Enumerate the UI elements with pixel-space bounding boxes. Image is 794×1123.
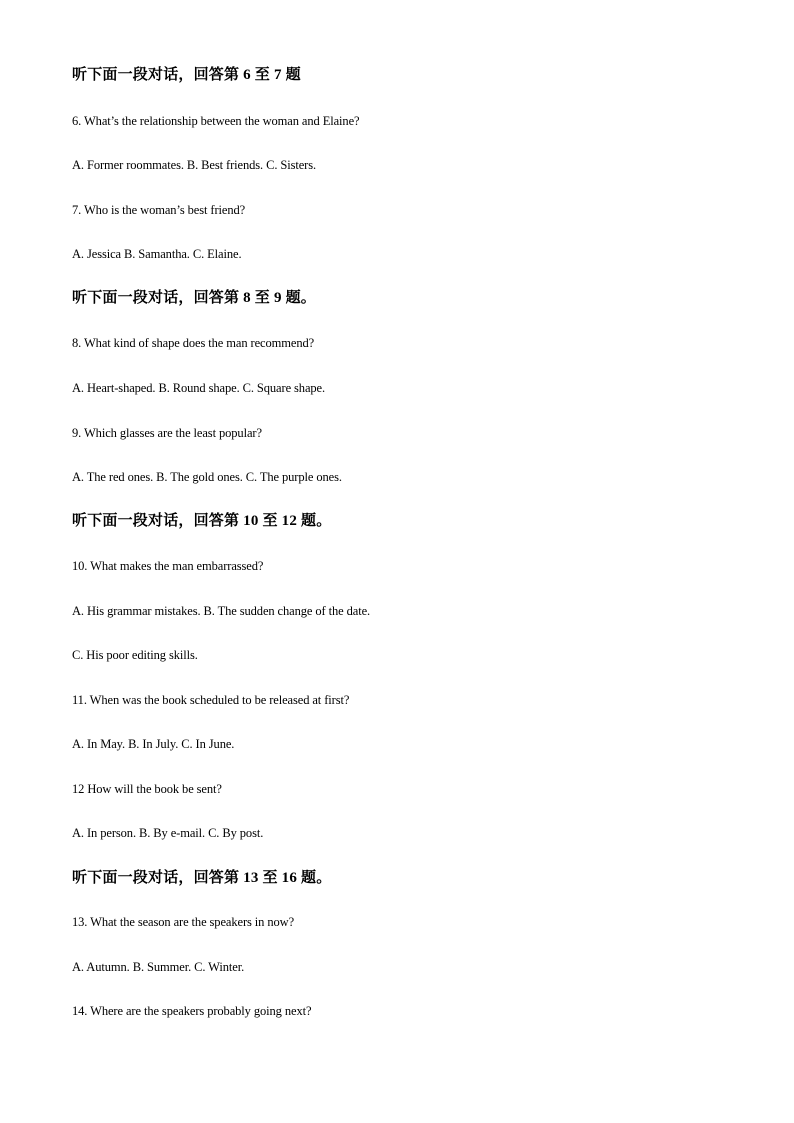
question-12-options: A. In person. B. By e-mail. C. By post. [72,826,264,840]
question-10-option-c: C. His poor editing skills. [72,648,198,662]
question-14: 14. Where are the speakers probably going next? [72,1004,312,1018]
question-6: 6. What’s the relationship between the woman and Elaine? [72,114,360,128]
question-8: 8. What kind of shape does the man recommend? [72,336,315,350]
section-heading-q6-7: 听下面一段对话，回答第 6 至 7 题 [72,67,301,83]
question-7: 7. Who is the woman’s best friend? [72,203,246,217]
question-13-options: A. Autumn. B. Summer. C. Winter. [72,960,245,974]
question-6-options: A. Former roommates. B. Best friends. C. Sisters. [72,158,317,172]
question-8-options: A. Heart-shaped. B. Round shape. C. Square shape. [72,381,326,395]
question-11-options: A. In May. B. In July. C. In June. [72,737,235,751]
question-12: 12 How will the book be sent? [72,782,222,796]
section-heading-q13-16: 听下面一段对话，回答第 13 至 16 题。 [72,870,332,886]
question-7-options: A. Jessica B. Samantha. C. Elaine. [72,247,242,261]
question-11: 11. When was the book scheduled to be released at first? [72,693,350,707]
question-10: 10. What makes the man embarrassed? [72,559,264,573]
question-9: 9. Which glasses are the least popular? [72,426,262,440]
section-heading-q8-9: 听下面一段对话，回答第 8 至 9 题。 [72,290,317,306]
question-9-options: A. The red ones. B. The gold ones. C. The purple ones. [72,470,342,484]
section-heading-q10-12: 听下面一段对话，回答第 10 至 12 题。 [72,513,332,529]
question-10-options-ab: A. His grammar mistakes. B. The sudden change of the date. [72,604,371,618]
question-13: 13. What the season are the speakers in now? [72,915,295,929]
